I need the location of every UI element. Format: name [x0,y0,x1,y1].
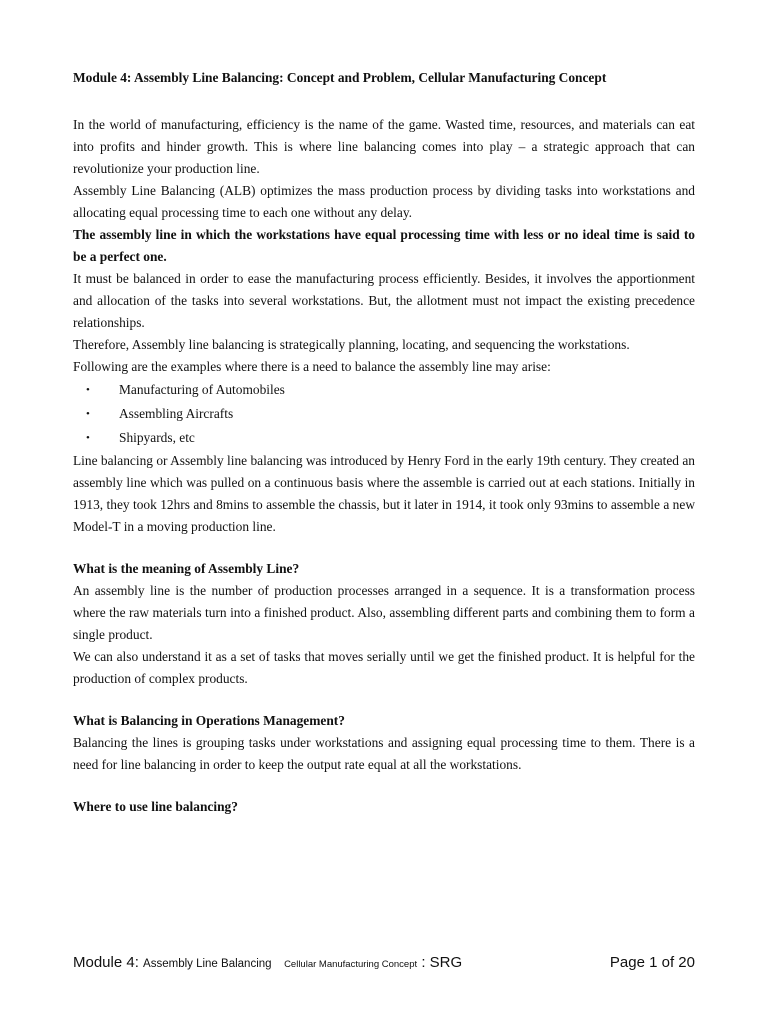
paragraph-alb-definition: Assembly Line Balancing (ALB) optimizes the mass production process by dividing tasks into workstations and allocating equal processing time to each one without any delay. [73,183,695,220]
paragraph-examples-intro: Following are the examples where there is a need to balance the assembly line may arise: [73,359,551,374]
paragraph-history: Line balancing or Assembly line balancing was introduced by Henry Ford in the early 19th century. They created an assembly line which was pulled on a continuous basis where the assemble is carried out at each stations. Initially in 1913, they took 12hrs and 8mins to assemble the chassis, but it later in 1914, it took only 93mins to assemble a new Model-T in a moving production line. [73,453,695,534]
section-heading-where: Where to use line balancing? [73,799,238,814]
bullet-icon: • [86,408,90,420]
examples-list [73,378,695,450]
list-item: • Manufacturing of Automobiles [73,378,695,402]
paragraph-perfect-line: The assembly line in which the workstations have equal processing time with less or no ideal time is said to be a perfect one. [73,227,695,264]
footer-author: : SRG [421,954,463,971]
bullet-icon: • [86,432,90,444]
page-number: Page 1 of 20 [609,954,695,971]
list-item: • Assembling Aircrafts [73,402,695,426]
paragraph-therefore: Therefore, Assembly line balancing is strategically planning, locating, and sequencing the workstations. [73,337,630,352]
list-item: • Shipyards, etc [73,426,695,450]
paragraph-balancing-1: Balancing the lines is grouping tasks under workstations and assigning equal processing time to them. There is a need for line balancing in order to keep the output rate equal at all the workstations. [73,735,695,772]
bullet-icon: • [86,384,90,396]
document-title: Module 4: Assembly Line Balancing: Concept and Problem, Cellular Manufacturing Concept [73,70,607,85]
footer-topic: Assembly Line Balancing [143,958,272,970]
footer-subtopic: Cellular Manufacturing Concept [284,959,418,970]
footer-module-label: Module 4: Assembly Line Balancing Cellular Manufacturing Concept : SRG [73,954,463,971]
document-body [73,68,695,818]
paragraph-must-balance: It must be balanced in order to ease the manufacturing process efficiently. Besides, it involves the apportionment and allocation of the tasks into several workstations. But, the allotment must not impact the existing precedence relationships. [73,271,695,330]
section-heading-balancing: What is Balancing in Operations Management? [73,713,345,728]
paragraph-meaning-2: We can also understand it as a set of tasks that moves serially until we get the finished product. It is helpful for the production of complex products. [73,649,695,686]
paragraph-meaning-1: An assembly line is the number of production processes arranged in a sequence. It is a transformation process where the raw materials turn into a finished product. Also, assembling different parts and combining them to form a single product. [73,583,695,642]
section-heading-meaning: What is the meaning of Assembly Line? [73,561,300,576]
paragraph-intro: In the world of manufacturing, efficiency is the name of the game. Wasted time, resources, and materials can eat into profits and hinder growth. This is where line balancing comes into play – a strategic approach that can revolutionize your production line. [73,117,695,176]
